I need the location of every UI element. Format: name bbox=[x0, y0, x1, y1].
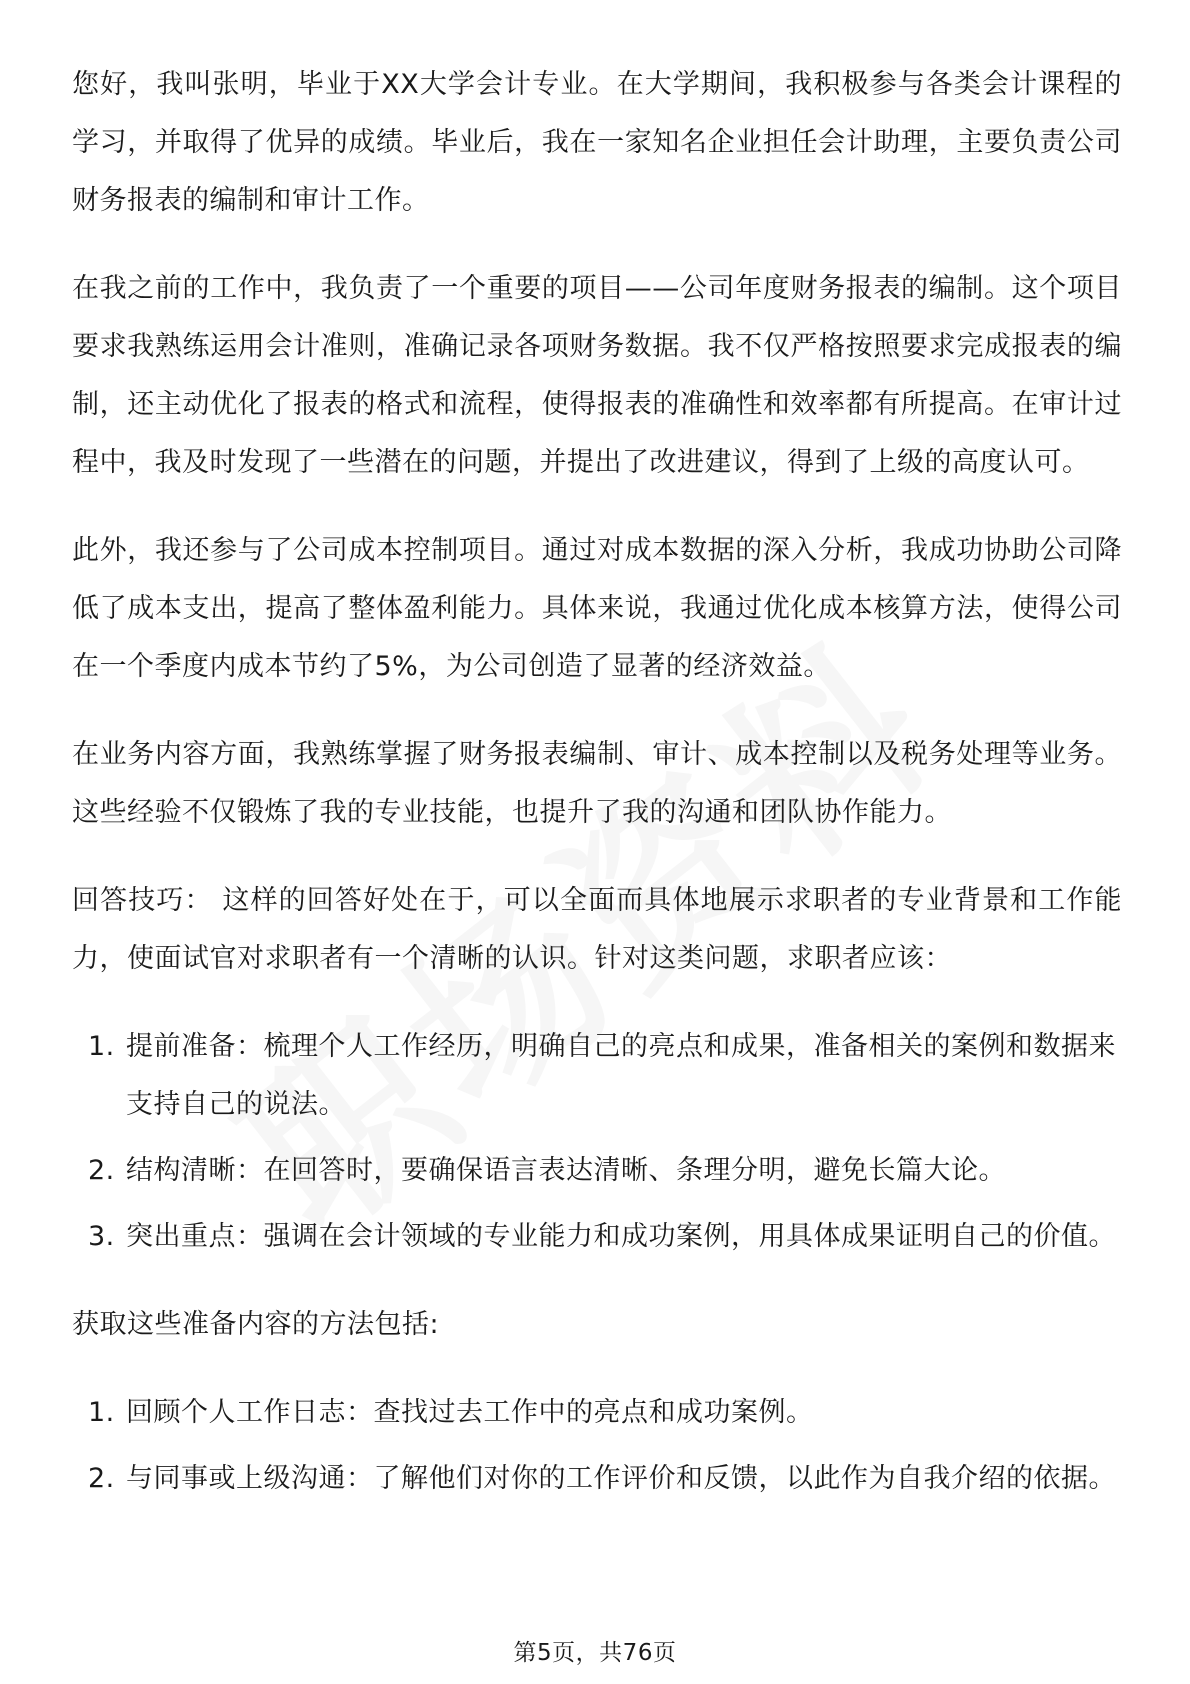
list-item bbox=[72, 1208, 1122, 1266]
list-item bbox=[72, 1018, 1122, 1134]
paragraph-methods-intro: 获取这些准备内容的方法包括: bbox=[72, 1309, 440, 1340]
list-item bbox=[72, 1142, 1122, 1200]
page-footer: 第5页，共76页 bbox=[513, 1640, 677, 1666]
list-number: 1. bbox=[88, 1397, 115, 1428]
methods-list bbox=[72, 1384, 1122, 1508]
list-number: 2. bbox=[88, 1155, 115, 1186]
paragraph-intro: 您好，我叫张明，毕业于XX大学会计专业。在大学期间，我积极参与各类会计课程的学习，并取得了优异的成绩。毕业后，我在一家知名企业担任会计助理，主要负责公司财务报表的编制和审计工作。 bbox=[72, 69, 1122, 216]
list-text: 结构清晰：在回答时，要确保语言表达清晰、条理分明，避免长篇大论。 bbox=[126, 1155, 1006, 1186]
document-body bbox=[72, 56, 1122, 1538]
paragraph-project: 在我之前的工作中，我负责了一个重要的项目——公司年度财务报表的编制。这个项目要求我熟练运用会计准则，准确记录各项财务数据。我不仅严格按照要求完成报表的编制，还主动优化了报表的格式和流程，使得报表的准确性和效率都有所提高。在审计过程中，我及时发现了一些潜在的问题，并提出了改进建议，得到了上级的高度认可。 bbox=[72, 273, 1122, 478]
list-item bbox=[72, 1384, 1122, 1442]
list-text: 回顾个人工作日志：查找过去工作中的亮点和成功案例。 bbox=[126, 1397, 814, 1428]
list-text: 提前准备：梳理个人工作经历，明确自己的亮点和成果，准备相关的案例和数据来支持自己的说法。 bbox=[126, 1031, 1116, 1120]
list-number: 2. bbox=[88, 1463, 115, 1494]
list-text: 突出重点：强调在会计领域的专业能力和成功案例，用具体成果证明自己的价值。 bbox=[126, 1221, 1116, 1252]
paragraph-answer-tips: 回答技巧： 这样的回答好处在于，可以全面而具体地展示求职者的专业背景和工作能力，使面试官对求职者有一个清晰的认识。针对这类问题，求职者应该： bbox=[72, 885, 1122, 974]
list-item bbox=[72, 1450, 1122, 1508]
paragraph-business: 在业务内容方面，我熟练掌握了财务报表编制、审计、成本控制以及税务处理等业务。这些经验不仅锻炼了我的专业技能，也提升了我的沟通和团队协作能力。 bbox=[72, 739, 1122, 828]
list-number: 1. bbox=[88, 1031, 115, 1062]
list-text: 与同事或上级沟通：了解他们对你的工作评价和反馈，以此作为自我介绍的依据。 bbox=[126, 1463, 1116, 1494]
paragraph-cost-control: 此外，我还参与了公司成本控制项目。通过对成本数据的深入分析，我成功协助公司降低了成本支出，提高了整体盈利能力。具体来说，我通过优化成本核算方法，使得公司在一个季度内成本节约了5%，为公司创造了显著的经济效益。 bbox=[72, 535, 1122, 682]
list-number: 3. bbox=[88, 1221, 115, 1252]
tips-list bbox=[72, 1018, 1122, 1266]
